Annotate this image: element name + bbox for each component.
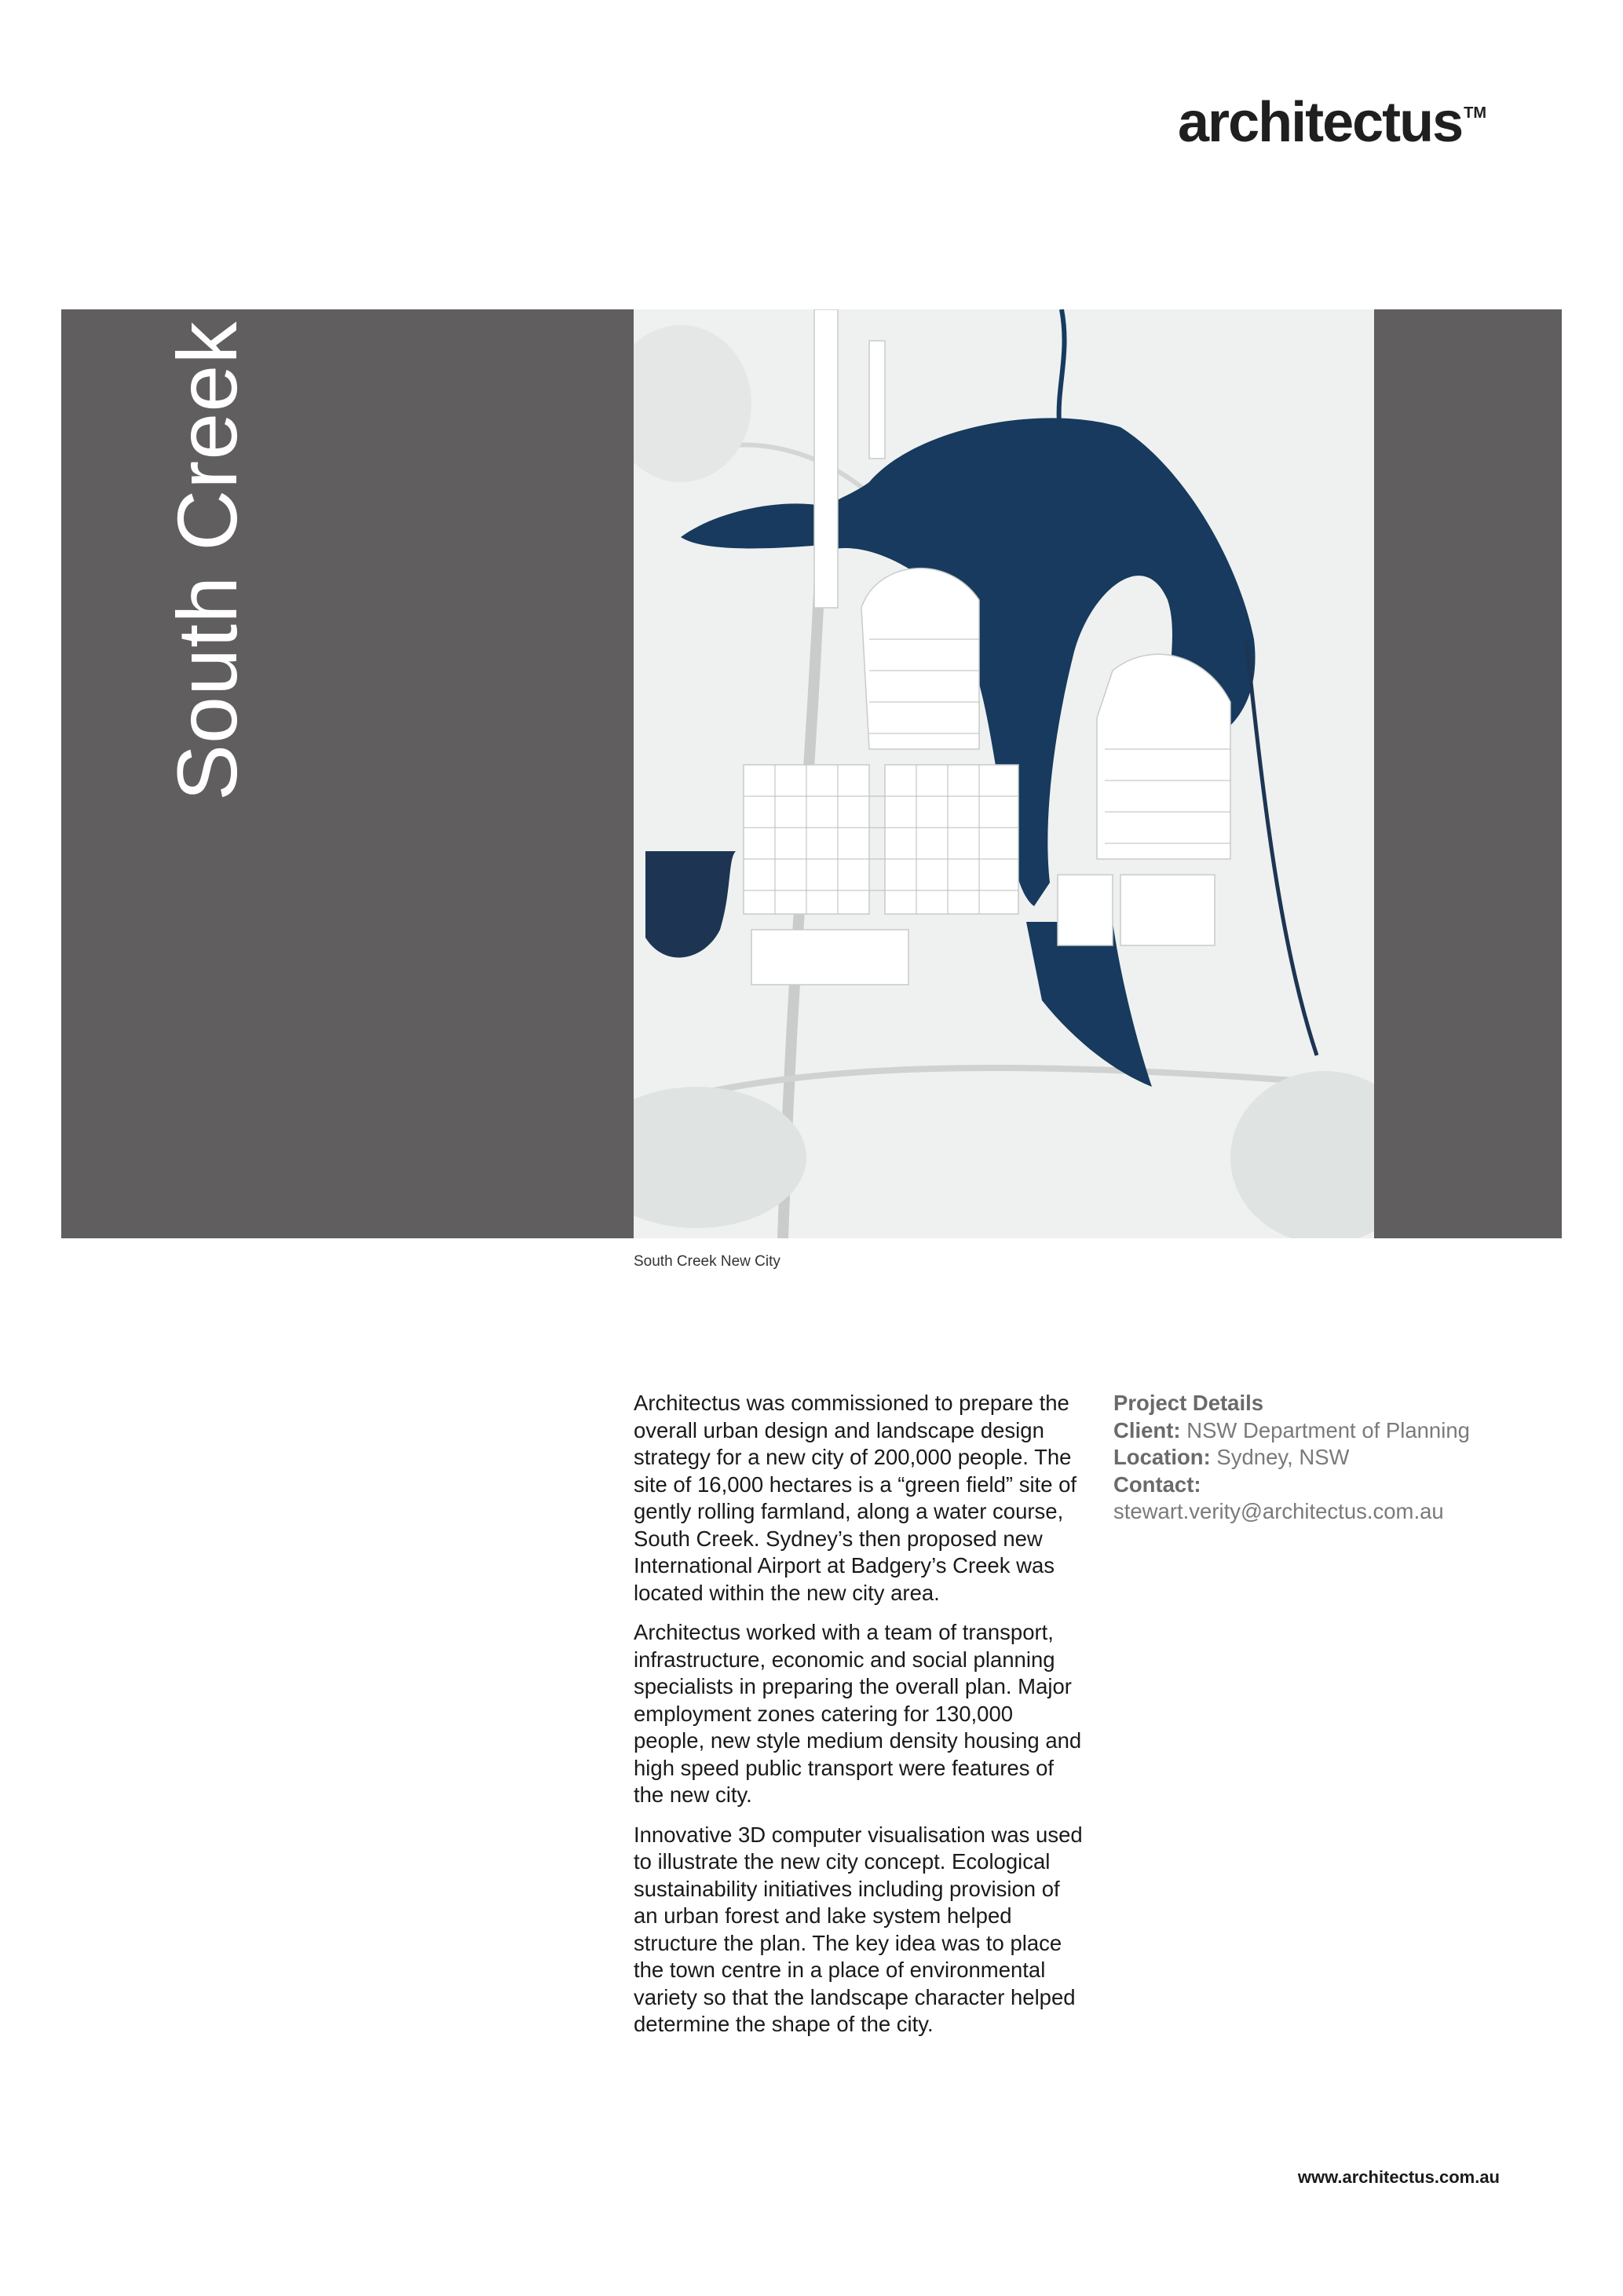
project-description (634, 1390, 1089, 2051)
trademark: TM (1464, 104, 1487, 122)
contact-email-link[interactable]: stewart.verity@architectus.com.au (1113, 1499, 1444, 1523)
description-paragraph: Architectus worked with a team of transport, infrastructure, economic and social planning specialists in preparing the overall plan. Major employment zones catering for 130,000 people, new style medium density housing and high speed public transport were features of the new city. (634, 1620, 1082, 1807)
architectus-logo (1178, 91, 1523, 154)
client-label: Client: (1113, 1417, 1181, 1442)
description-paragraph: Architectus was commissioned to prepare the overall urban design and landscape design strategy for a new city of 200,000 people. The site of 16,000 hectares is a “green field” site of gently rolling farmland, along a water course, South Creek. Sydney’s then proposed new International Airport at Badgery’s Creek was located within the new city area. (634, 1391, 1077, 1605)
location-label: Location: (1113, 1445, 1211, 1469)
footer-website-link[interactable]: www.architectus.com.au (1297, 2167, 1500, 2187)
figure-caption: South Creek New City (634, 1253, 780, 1270)
contact-label: Contact: (1113, 1472, 1201, 1497)
location-value: Sydney, NSW (1216, 1445, 1350, 1469)
project-title: South Creek (159, 320, 254, 801)
description-paragraph: Innovative 3D computer visualisation was used to illustrate the new city concept. Ecological sustainability initiatives including provision of an urban forest and lake system helped structure the plan. The key idea was to place the town centre in a place of environmental variety so that the landscape character helped determine the shape of the city. (634, 1822, 1083, 2036)
details-heading: Project Details (1113, 1391, 1264, 1415)
brand-name: architectus (1178, 91, 1463, 154)
project-details (1113, 1390, 1553, 1526)
site-model-image (634, 309, 1374, 1238)
client-value: NSW Department of Planning (1186, 1417, 1470, 1442)
